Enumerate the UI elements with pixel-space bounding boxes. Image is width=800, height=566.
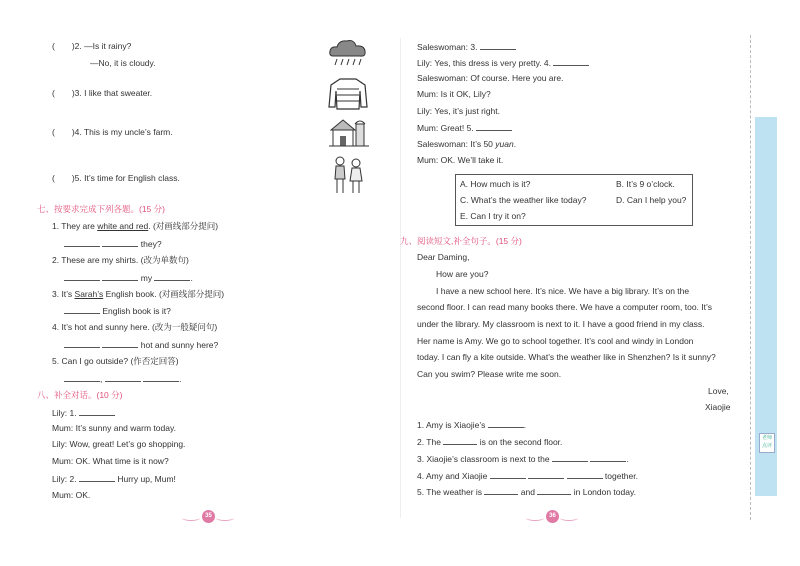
answer-blank[interactable] [528,470,564,479]
option-b: B. It’s 9 o’clock. [616,179,675,189]
answer-blank[interactable] [79,407,115,416]
decor-swirl [216,515,234,521]
s7-q5: 5. Can I go outside? (作否定回答) [52,356,179,366]
page-divider [400,38,401,518]
answer-blank[interactable] [154,272,190,281]
fill-3: 3. Xiaojie’s classroom is next to the . [417,454,629,464]
answer-blank[interactable] [480,41,516,50]
students-icon [331,155,367,195]
dialog-line-4: Mum: OK. What time is it now? [52,456,169,466]
dialog-r3: Saleswoman: Of course. Here you are. [417,73,564,83]
page-number-left: 35 [182,510,234,524]
dialog-line-2: Mum: It’s sunny and warm today. [52,423,176,433]
s7-q2-answer: my . [64,272,193,284]
letter-how: How are you? [436,269,489,279]
sweater-icon [328,77,368,111]
fill-5: 5. The weather is and in London today. [417,487,636,497]
answer-blank[interactable] [552,453,588,462]
answer-blank[interactable] [102,238,138,247]
answer-blank[interactable] [490,470,526,479]
letter-closing: Love, [708,386,729,396]
answer-blank[interactable] [537,486,571,495]
option-a: A. How much is it? [460,179,531,189]
question-5: ( )5. It’s time for English class. [52,173,180,183]
dialog-line-1: Lily: 1. [52,407,115,419]
s7-q2: 2. These are my shirts. (改为单数句) [52,255,189,265]
fill-4: 4. Amy and Xiaojie together. [417,471,638,481]
rain-cloud-icon [327,38,369,68]
answer-blank[interactable] [567,470,603,479]
answer-blank[interactable] [143,373,179,382]
s7-q1-answer: they? [64,238,162,250]
s7-q3: 3. It’s Sarah’s English book. (对画线部分提问) [52,289,225,299]
question-2: ( )2. —Is it rainy? [52,41,132,51]
underlined-words: white and red [97,221,149,231]
underlined-word: Sarah’s [74,289,104,299]
answer-blank[interactable] [553,57,589,66]
dialog-r7: Saleswoman: It’s 50 yuan. [417,139,517,149]
dialog-r8: Mum: OK. We’ll take it. [417,155,504,165]
option-e: E. Can I try it on? [460,211,526,221]
dialog-r2: Lily: Yes, this dress is very pretty. 4. [417,57,589,69]
question-2-answer: —No, it is cloudy. [90,58,156,68]
letter-line-5: today. I can fly a kite outside. What’s the weather like in Shenzhen? Is it sunny? [417,352,716,362]
question-3: ( )3. I like that sweater. [52,88,153,98]
decor-swirl [560,515,578,521]
dialog-r1: Saleswoman: 3. [417,41,516,53]
letter-line-1: I have a new school here. It’s nice. We have a big library. It’s on the [436,286,690,296]
answer-blank[interactable] [64,339,100,348]
dialog-line-6: Mum: OK. [52,490,91,500]
letter-line-6: Can you swim? Please write me soon. [417,369,562,379]
answer-blank[interactable] [476,122,512,131]
dialog-line-5: Lily: 2. Hurry up, Mum! [52,474,176,484]
decor-swirl [526,515,544,521]
teacher-comment-tab: 老师点评 [759,433,775,453]
answer-blank[interactable] [590,453,626,462]
dialog-r5: Lily: Yes, it’s just right. [417,106,500,116]
section-7-title: 七、按要求完成下列各题。(15 分) [37,204,165,214]
answer-blank[interactable] [488,419,524,428]
binding-line [750,35,751,520]
answer-blank[interactable] [64,305,100,314]
s7-q1: 1. They are white and red. (对画线部分提问) [52,221,219,231]
letter-line-3: under the library. My classroom is next to it. I have a good friend in my class. [417,319,705,329]
s7-q4-answer: hot and sunny here? [64,339,218,351]
section-9-title: 九、阅读短文,补全句子。(15 分) [400,236,522,246]
option-d: D. Can I help you? [616,195,687,205]
letter-line-4: Her name is Amy. We go to school together. It’s cool and windy in London [417,336,694,346]
letter-greeting: Dear Daming, [417,252,470,262]
s7-q4: 4. It’s hot and sunny here. (改为一般疑问句) [52,322,218,332]
dialog-r6: Mum: Great! 5. [417,122,512,134]
answer-blank[interactable] [102,339,138,348]
answer-blank[interactable] [64,272,100,281]
answer-blank[interactable] [102,272,138,281]
fill-1: 1. Amy is Xiaojie’s . [417,420,527,430]
letter-line-2: second floor. I can read many books there. We have a computer room, too. It’s [417,302,712,312]
dialog-r4: Mum: Is it OK, Lily? [417,89,491,99]
farm-icon [329,116,369,148]
answer-blank[interactable] [64,373,100,382]
letter-signature: Xiaojie [705,402,731,412]
s7-q3-answer: English book is it? [64,305,171,317]
option-c: C. What’s the weather like today? [460,195,587,205]
answer-blank[interactable] [64,238,100,247]
decor-swirl [182,515,200,521]
fill-2: 2. The is on the second floor. [417,437,563,447]
answer-blank[interactable] [79,473,115,482]
question-4: ( )4. This is my uncle’s farm. [52,127,173,137]
page-number-right: 36 [526,510,578,524]
answer-blank[interactable] [105,373,141,382]
s7-q5-answer: , . [64,373,181,385]
section-8-title: 八、补全对话。(10 分) [37,390,123,400]
dialog-line-3: Lily: Wow, great! Let’s go shopping. [52,439,186,449]
answer-blank[interactable] [443,436,477,445]
answer-blank[interactable] [484,486,518,495]
